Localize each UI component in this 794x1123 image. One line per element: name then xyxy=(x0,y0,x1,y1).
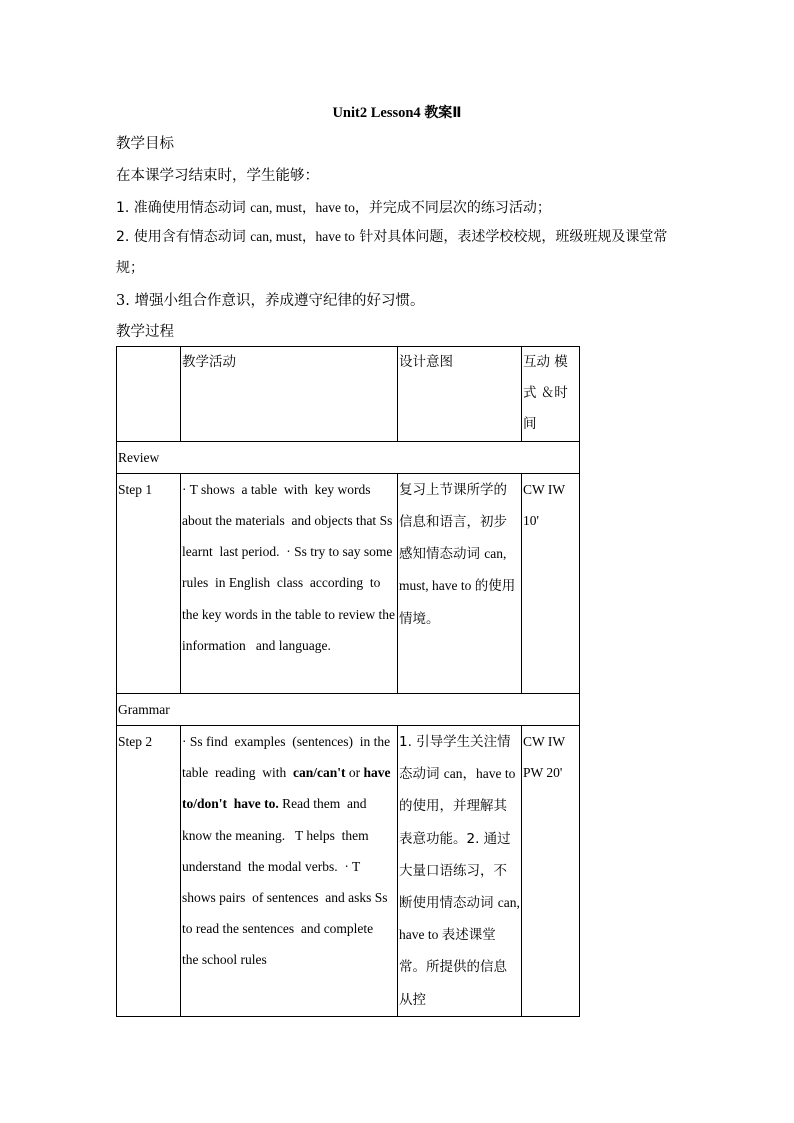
step-1-label: Step 1 xyxy=(117,473,181,693)
goal-3: 3. 增强小组合作意识，养成遵守纪律的好习惯。 xyxy=(116,293,425,309)
goal-1-verbs: can, must，have to xyxy=(250,200,355,215)
step-2-activity-c: or xyxy=(345,765,364,781)
step-1-activity: · T shows a table with key words about the materials and objects that Ss learnt last period. · Ss try to say some rules in English class according to the key words in the table to review the information and language. xyxy=(181,473,398,693)
step-2-mode: CW IW PW 20' xyxy=(522,726,580,1017)
table-row-step-1 xyxy=(117,473,580,693)
header-mode: 互动 模 式 ＆时 间 xyxy=(522,347,580,442)
goal-2-verbs: can, must，have to xyxy=(250,229,355,244)
goal-1 xyxy=(116,196,696,217)
step-1-intent-a: 复习上节课所学的信息和语言，初步感知情态动词 xyxy=(399,481,507,563)
section-row-grammar xyxy=(117,693,580,725)
section-grammar-label: Grammar xyxy=(117,693,580,725)
table-row-step-2 xyxy=(117,726,580,1017)
goal-2-prefix: 2. 使用含有情态动词 xyxy=(116,229,251,245)
step-1-intent-b: can, must, have to xyxy=(399,546,507,594)
step-1-intent xyxy=(398,473,522,693)
header-empty-cell xyxy=(117,347,181,442)
step-2-intent-b: can，have to xyxy=(443,766,516,782)
step-2-activity-bold-2: have to/don't have to. xyxy=(182,765,394,812)
step-2-activity xyxy=(181,726,398,1017)
table-header-row xyxy=(117,347,580,442)
goal-1-suffix: ，并完成不同层次的练习活动； xyxy=(354,200,551,216)
goal-2 xyxy=(116,221,688,284)
step-1-mode: CW IW 10' xyxy=(522,473,580,693)
step-2-intent xyxy=(398,726,522,1017)
heading-teaching-process: 教学过程 xyxy=(116,324,174,340)
title-chinese: 教案Ⅱ xyxy=(424,105,462,121)
header-intent: 设计意图 xyxy=(398,347,522,442)
step-2-intent-e: 表述课堂常。所提供的信息从控 xyxy=(399,927,507,1008)
title-english: Unit2 Lesson4 xyxy=(332,105,425,121)
goal-2-suffix: 针对具体问题，表述学校校规，班级班规及课堂常规； xyxy=(116,229,668,276)
goal-1-prefix: 1. 准确使用情态动词 xyxy=(116,200,251,216)
step-1-intent-c: 的使用情境。 xyxy=(399,578,516,627)
heading-teaching-goals: 教学目标 xyxy=(116,136,174,152)
header-activity: 教学活动 xyxy=(181,347,398,442)
intro-text: 在本课学习结束时，学生能够： xyxy=(116,168,319,184)
step-2-activity-d: Read them and know the meaning. T helps them understand the modal verbs. · T shows pairs of sentences and asks Ss to read the sentences and complete the school rules xyxy=(182,796,391,968)
document-title xyxy=(0,102,794,122)
lesson-table xyxy=(116,346,580,1017)
step-2-intent-d: can, have to xyxy=(399,895,520,943)
step-2-activity-a: · Ss find examples (sentences) in the table reading with xyxy=(182,734,394,781)
step-2-label: Step 2 xyxy=(117,726,181,1017)
step-2-intent-a: 1. 引导学生关注情态动词 xyxy=(399,734,511,783)
step-2-activity-bold-1: can/can't xyxy=(292,765,346,781)
step-2-intent-c: 的使用，并理解其表意功能。2. 通过大量口语练习，不断使用情态动词 xyxy=(399,798,511,912)
section-review-label: Review xyxy=(117,441,580,473)
section-row-review xyxy=(117,441,580,473)
